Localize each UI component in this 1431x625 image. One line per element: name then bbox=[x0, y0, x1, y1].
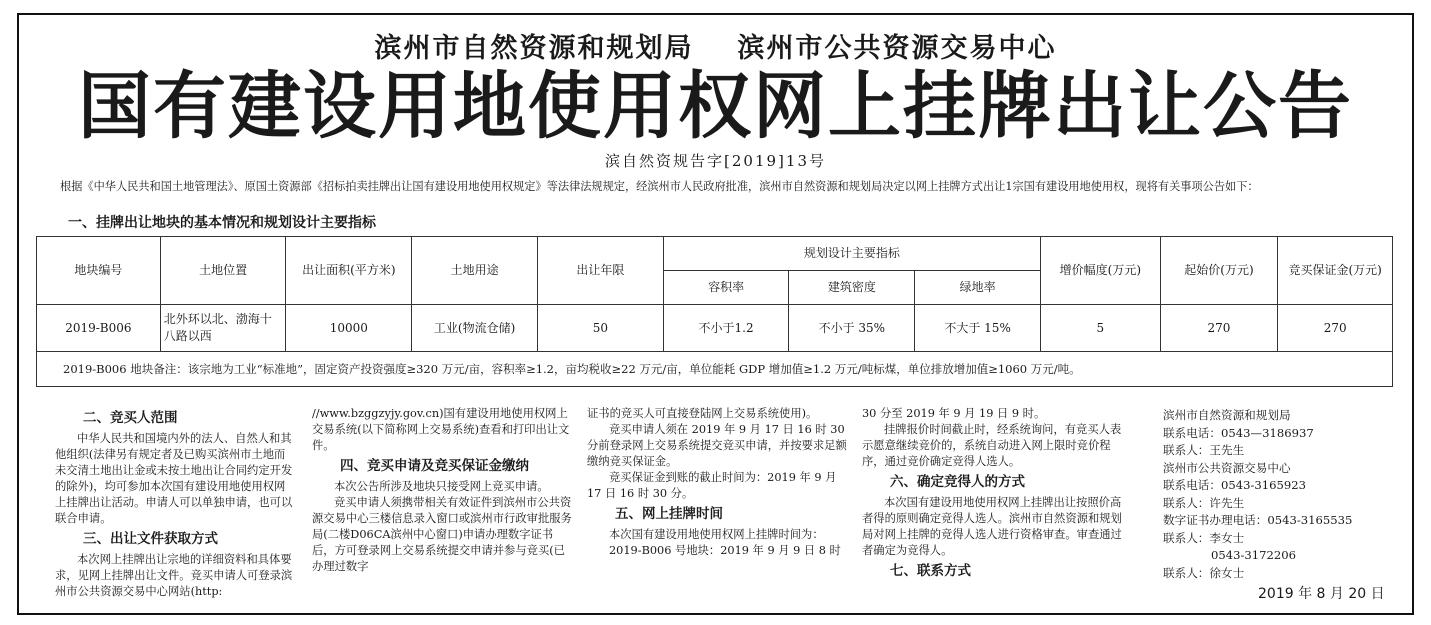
contact-person-2: 联系人：许先生 bbox=[1163, 495, 1245, 510]
contact-org-2: 滨州市公共资源交易中心 bbox=[1163, 460, 1291, 475]
issuing-organizations bbox=[0, 26, 1431, 65]
section-3-text: 本次网上挂牌出让宗地的详细资料和具体要求，见网上挂牌出让文件。竞买申请人可登录滨州市公共资源交易中心网站(http: bbox=[55, 553, 293, 598]
section-1-title: 一、挂牌出让地块的基本情况和规划设计主要指标 bbox=[68, 215, 376, 231]
header-parcel-no: 地块编号 bbox=[37, 237, 161, 305]
column-4 bbox=[862, 406, 1122, 584]
section-2-title: 二、竞买人范围 bbox=[83, 410, 178, 426]
cell-deposit: 270 bbox=[1278, 305, 1393, 352]
section-3-title: 三、出让文件获取方式 bbox=[83, 531, 218, 547]
column-2 bbox=[312, 406, 572, 575]
column-4-text-0: 30 分至 2019 年 9 月 19 日 9 时。 bbox=[862, 407, 1046, 420]
cell-density: 不小于 35% bbox=[789, 305, 915, 352]
section-4-title: 四、竞买申请及竞买保证金缴纳 bbox=[340, 458, 529, 474]
contact-person-3: 联系人：李女士 bbox=[1163, 530, 1245, 545]
header-start-price: 起始价(万元) bbox=[1160, 237, 1278, 305]
table-row bbox=[37, 305, 1393, 352]
section-7-title: 七、联系方式 bbox=[890, 563, 971, 579]
section-6-title: 六、确定竞得人的方式 bbox=[890, 474, 1025, 490]
column-3 bbox=[587, 406, 847, 559]
cell-use: 工业(物流仓储) bbox=[412, 305, 538, 352]
header-planning: 规划设计主要指标 bbox=[663, 237, 1040, 271]
column-2-text-2: 竞买申请人须携带相关有效证件到滨州市公共资源交易中心三楼信息录入窗口或滨州市行政审批服务局(二楼D06CA滨州中心窗口)申请办理数字证书后，方可登录网上交易系统提交申请并参与竞买(已办理过数字 bbox=[312, 496, 572, 573]
contact-phone-2: 联系电话：0543-3165923 bbox=[1163, 478, 1307, 492]
cell-green: 不大于 15% bbox=[915, 305, 1041, 352]
intro-paragraph: 根据《中华人民共和国土地管理法》、原国土资源部《招标拍卖挂牌出让国有建设用地使用权规定》等法律法规规定，经滨州市人民政府批准，滨州市自然资源和规划局决定以网上挂牌方式出让1宗国有建设用地使用权，现将有关事项公告如下： bbox=[60, 180, 1259, 193]
document-number: 滨自然资规告字[2019]13号 bbox=[605, 152, 826, 170]
contact-phone-3: 0543-3172206 bbox=[1211, 548, 1297, 562]
contact-person-1: 联系人：王先生 bbox=[1163, 443, 1245, 457]
contact-cert-phone: 数字证书办理电话：0543-3165535 bbox=[1163, 513, 1353, 527]
column-2-text-1: 本次公告所涉及地块只接受网上竞买申请。 bbox=[334, 480, 549, 493]
header-green: 绿地率 bbox=[915, 271, 1041, 305]
header-location: 土地位置 bbox=[160, 237, 286, 305]
notice-title: 国有建设用地使用权网上挂牌出让公告 bbox=[78, 64, 1353, 149]
column-3-text-3: 本次国有建设用地使用权网上挂牌时间为： bbox=[609, 528, 824, 541]
notice-date: 2019 年 8 月 20 日 bbox=[1258, 586, 1385, 602]
section-5-title: 五、网上挂牌时间 bbox=[615, 506, 723, 522]
header-far: 容积率 bbox=[663, 271, 789, 305]
header-increment: 增价幅度(万元) bbox=[1041, 237, 1161, 305]
section-2-text: 中华人民共和国境内外的法人、自然人和其他组织(法律另有规定者及已购买滨州市土地而未交清土地出让金或未按土地出让合同约定开发的除外)，均可参加本次国有建设用地使用权网上挂牌出让活动。申请人可以单独申请，也可以联合申请。 bbox=[55, 432, 293, 525]
cell-increment: 5 bbox=[1041, 305, 1161, 352]
org-natural-resources: 滨州市自然资源和规划局 bbox=[374, 33, 694, 64]
column-4-text-2: 本次国有建设用地使用权网上挂牌出让按照价高者得的原则确定竞得人选人。滨州市自然资源和规划局对网上挂牌的竞得人选人进行资格审查。审查通过者确定为竞得人。 bbox=[862, 496, 1122, 557]
column-3-text-1: 竞买申请人须在 2019 年 9 月 17 日 16 时 30 分前登录网上交易系统提交竞买申请，并按要求足额缴纳竞买保证金。 bbox=[587, 423, 847, 468]
org-trading-center: 滨州市公共资源交易中心 bbox=[737, 33, 1057, 64]
parcel-note: 2019-B006 地块备注：该宗地为工业“标准地”，固定资产投资强度≥320 万元/亩，容积率≥1.2，亩均税收≥22 万元/亩，单位能耗 GDP 增加值≥1.2 万元/吨标煤，单位排放增加值≥1060 万元/吨。 bbox=[37, 352, 1393, 387]
header-density: 建筑密度 bbox=[789, 271, 915, 305]
header-deposit: 竞买保证金(万元) bbox=[1278, 237, 1393, 305]
cell-term: 50 bbox=[537, 305, 663, 352]
column-3-text-4: 2019-B006 号地块：2019 年 9 月 9 日 8 时 bbox=[609, 544, 841, 557]
column-4-text-1: 挂牌报价时间截止时，经系统询问，有竞买人表示愿意继续竞价的，系统自动进入网上限时竞价程序，通过竞价确定竞得人选人。 bbox=[862, 423, 1122, 468]
parcel-table bbox=[36, 236, 1393, 387]
column-3-text-0: 证书的竞买人可直接登陆网上交易系统使用)。 bbox=[587, 407, 818, 420]
header-term: 出让年限 bbox=[537, 237, 663, 305]
contact-block bbox=[1163, 407, 1352, 582]
contact-person-4: 联系人：徐女士 bbox=[1163, 565, 1245, 580]
column-3-text-2: 竞买保证金到账的截止时间为：2019 年 9 月 17 日 16 时 30 分。 bbox=[587, 471, 837, 500]
contact-phone-1: 联系电话：0543—3186937 bbox=[1163, 425, 1314, 440]
header-use: 土地用途 bbox=[412, 237, 538, 305]
header-area: 出让面积(平方米) bbox=[286, 237, 412, 305]
column-2-text-0: //www.bzggzyjy.gov.cn)国有建设用地使用权网上交易系统(以下简称网上交易系统)查看和打印出让文件。 bbox=[312, 407, 570, 452]
cell-parcel-no: 2019-B006 bbox=[37, 305, 161, 352]
cell-area: 10000 bbox=[286, 305, 412, 352]
contact-org-1: 滨州市自然资源和规划局 bbox=[1163, 408, 1291, 422]
cell-location: 北外环以北、渤海十八路以西 bbox=[160, 305, 286, 352]
cell-start-price: 270 bbox=[1160, 305, 1278, 352]
cell-far: 不小于1.2 bbox=[663, 305, 789, 352]
column-1 bbox=[55, 406, 295, 600]
